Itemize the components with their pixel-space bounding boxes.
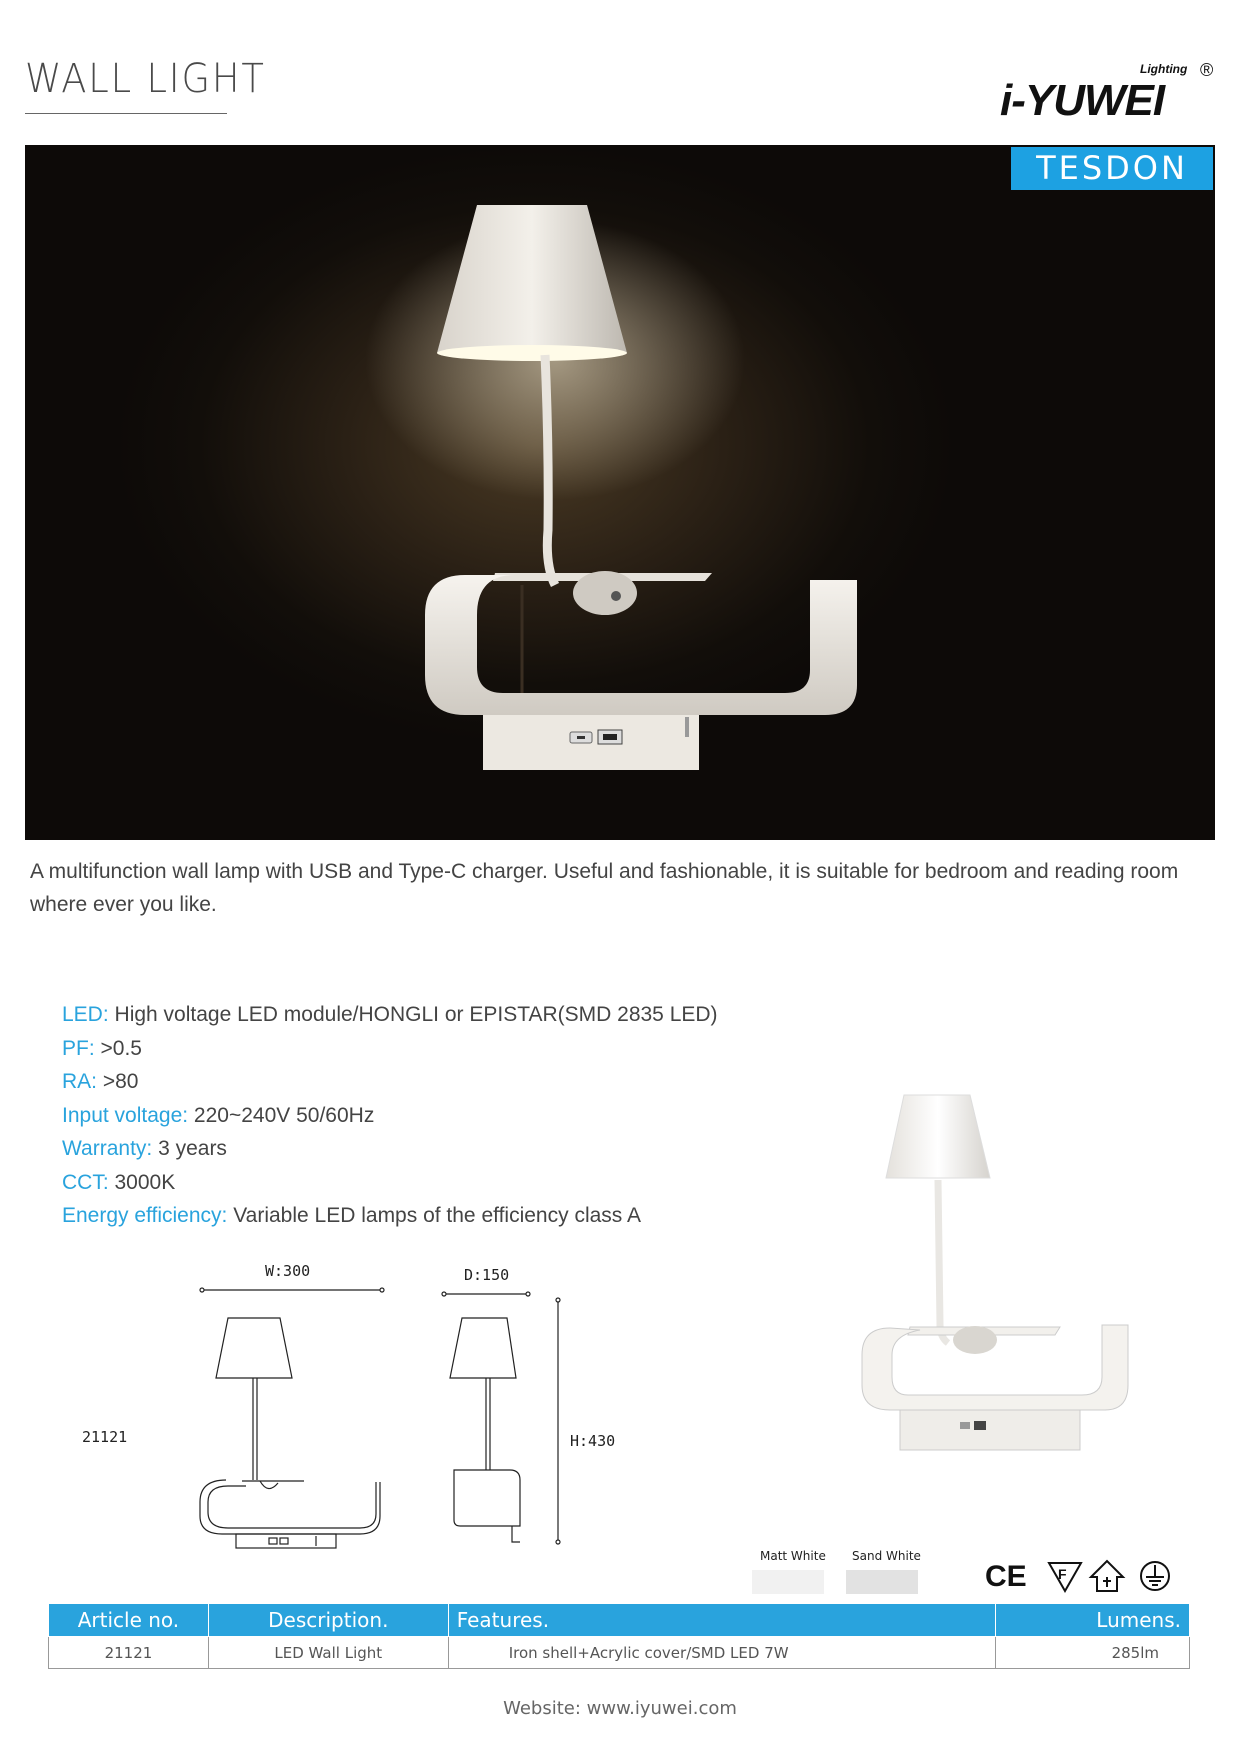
brand-wordmark: i-YUWEI (1000, 76, 1165, 125)
spec-value: 3 years (152, 1137, 227, 1160)
lamp-photo-illustration (25, 145, 1215, 840)
ce-mark-icon (985, 1560, 1027, 1593)
certification-icons (985, 1555, 1185, 1595)
depth-dimension-label: D:150 (464, 1266, 510, 1284)
spec-label: PF: (62, 1036, 95, 1060)
hero-photo (25, 145, 1215, 840)
spec-cct (62, 1166, 718, 1200)
finish-swatch-sand-white (846, 1570, 918, 1594)
product-table (48, 1603, 1190, 1669)
front-shade (216, 1318, 292, 1378)
spec-label: Input voltage: (62, 1103, 189, 1127)
spec-list (62, 998, 718, 1233)
spec-label: RA: (62, 1070, 98, 1093)
table-row (49, 1637, 1190, 1669)
table-header-row (49, 1604, 1190, 1637)
svg-text:F: F (1058, 1566, 1067, 1582)
website-footer[interactable]: Website: www.iyuwei.com (503, 1698, 737, 1719)
header-article-no: Article no. (49, 1604, 209, 1637)
cell-lumens: 285lm (996, 1637, 1190, 1669)
spec-label: LED: (62, 1003, 109, 1026)
f-mark-icon (1049, 1563, 1081, 1591)
cell-features: Iron shell+Acrylic cover/SMD LED 7W (448, 1637, 995, 1669)
spec-energy-efficiency (62, 1199, 718, 1233)
height-dimension-label: H:430 (570, 1432, 616, 1450)
header-features: Features. (448, 1604, 995, 1637)
side-shade (450, 1318, 516, 1378)
spec-pf (62, 1032, 718, 1066)
spec-value: 3000K (108, 1170, 176, 1194)
spec-input-voltage (62, 1099, 718, 1133)
spec-value: Variable LED lamps of the efficiency class A (227, 1204, 641, 1227)
spec-ra (62, 1065, 718, 1099)
svg-text:CE: CE (985, 1560, 1027, 1593)
product-description: A multifunction wall lamp with USB and Type-C charger. Useful and fashionable, it is suitable for bedroom and reading room where ever you like. (30, 860, 1179, 916)
spec-label: Energy efficiency: (62, 1204, 228, 1227)
header-lumens: Lumens. (996, 1604, 1190, 1637)
finish-label-matt-white: Matt White (760, 1549, 826, 1563)
spec-led (62, 998, 718, 1032)
drawing-article-code: 21121 (82, 1428, 128, 1446)
spec-value: >80 (97, 1070, 139, 1093)
product-cutout-photo (850, 1085, 1150, 1470)
earth-ground-icon (1141, 1562, 1169, 1590)
brand-sub: Lighting (1140, 62, 1188, 76)
finish-swatch-matt-white (752, 1570, 824, 1594)
registered-mark: ® (1200, 60, 1214, 80)
spec-value: High voltage LED module/HONGLI or EPISTAR(SMD 2835 LED) (108, 1003, 718, 1026)
collection-badge: TESDON (1011, 147, 1213, 190)
header-description: Description. (208, 1604, 448, 1637)
cell-description: LED Wall Light (208, 1637, 448, 1669)
spec-value: 220~240V 50/60Hz (188, 1103, 375, 1127)
width-dimension-label: W:300 (265, 1262, 311, 1280)
indoor-use-icon (1091, 1561, 1123, 1591)
cell-article-no: 21121 (49, 1637, 209, 1669)
spec-label: CCT: (62, 1170, 109, 1194)
spec-label: Warranty: (62, 1137, 153, 1160)
spec-warranty (62, 1132, 718, 1166)
finish-label-sand-white: Sand White (852, 1549, 921, 1563)
page-title: WALL LIGHT (25, 56, 266, 102)
brand-logo (1000, 58, 1215, 125)
title-underline (25, 113, 227, 114)
dimension-drawing (180, 1280, 600, 1570)
spec-value: >0.5 (94, 1036, 142, 1060)
